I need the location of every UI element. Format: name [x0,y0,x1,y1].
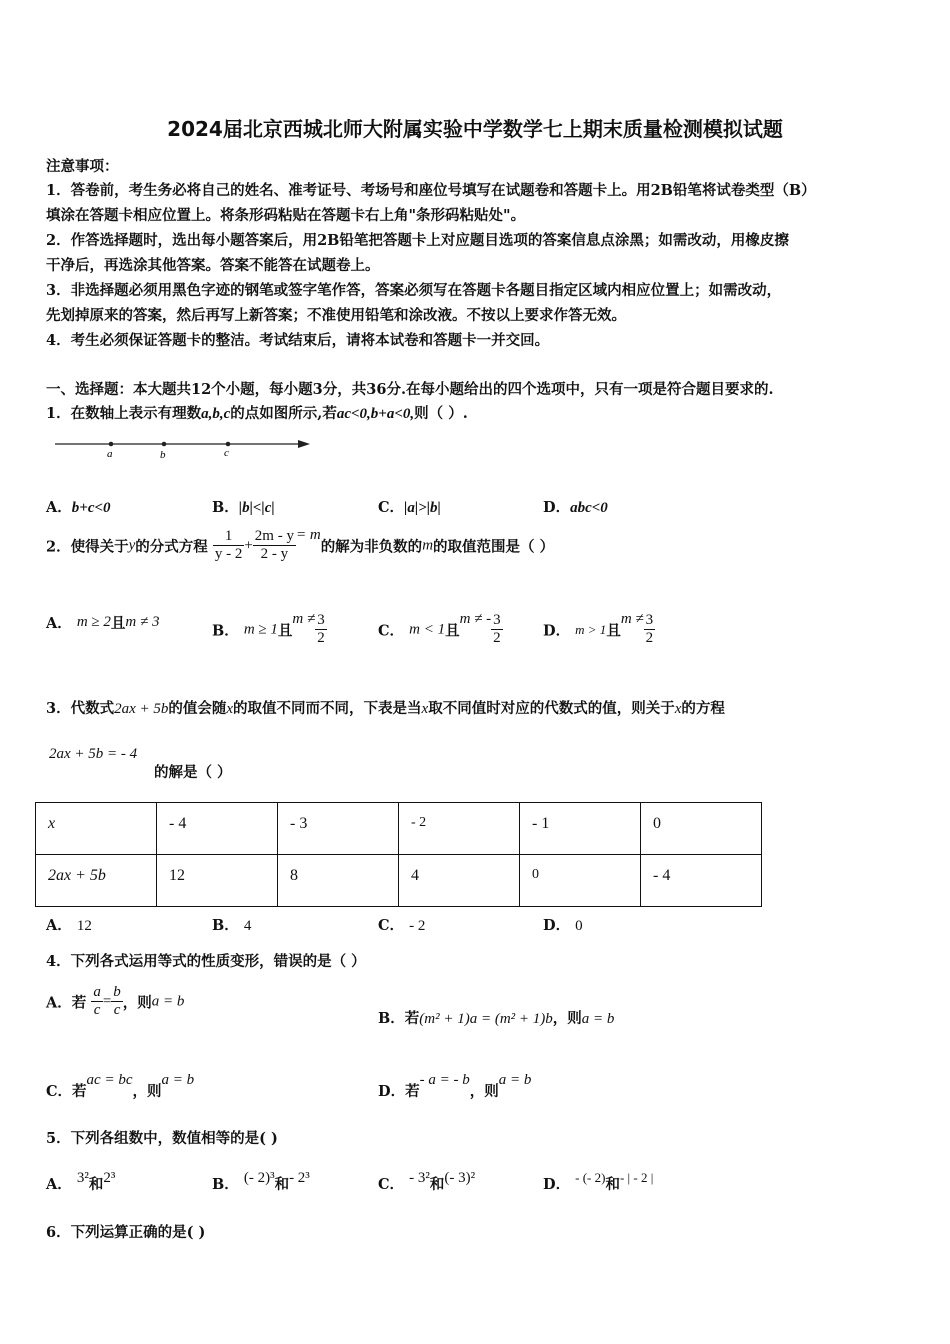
notice-line: 2．作答选择题时，选出每小题答案后，用2B铅笔把答题卡上对应题目选项的答案信息点涂黑；如需改动，用橡皮擦 [46,232,789,249]
q1-option-a: A．b+c<0 [46,499,111,516]
q5-option-d: D． - (- 2)和- | - 2 | [543,1170,654,1193]
notice-line: 干净后，再选涂其他答案。答案不能答在试题卷上。 [46,257,380,274]
notice-line: 3．非选择题必须用黑色字迹的钢笔或签字笔作答，答案必须写在答题卡各题目指定区域内相应位置上；如需改动， [46,282,782,299]
table-cell: - 3 [278,803,399,855]
table-cell: 8 [278,855,399,907]
q4-option-a: A．若 $\frac{a}{c}$ = $\frac{b}{c}$ ，则a = b [46,984,185,1019]
table-cell: 12 [157,855,278,907]
q5-option-c: C． - 3²和(- 3)² [378,1170,476,1193]
table-cell: - 1 [520,803,641,855]
arrow-icon [298,440,310,448]
q3-stem-tail: 的解是（ ） [154,764,232,781]
q1-option-d: D．abc<0 [543,499,608,516]
q2-option-a: A． m ≥ 2且m ≠ 3 [46,614,160,632]
q3-option-b: B． 4 [212,917,252,934]
number-line [50,436,320,462]
table-cell: 0 [641,803,762,855]
notice-line: 填涂在答题卡相应位置上。将条形码粘贴在答题卡右上角"条形码粘贴处"。 [46,207,526,224]
q5-option-b: B． (- 2)³和- 2³ [212,1170,310,1193]
table-cell: - 4 [157,803,278,855]
question-4-stem: 4．下列各式运用等式的性质变形，错误的是（ ） [46,953,366,970]
point-c-label: c [224,447,229,459]
table-cell: x [36,803,157,855]
question-1-stem: 1．在数轴上表示有理数a,b,c的点如图所示,若ac<0,b+a<0,则（ ）. [46,405,468,422]
q3-option-a: A． 12 [46,917,92,934]
fraction-2: $\frac{2m - y}{2 - y}$ [254,528,294,563]
point-a-label: a [107,448,113,460]
q3-option-d: D． 0 [543,917,583,934]
notice-line: 先划掉原来的答案，然后再写上新答案；不准使用铅笔和涂改液。不按以上要求作答无效。 [46,307,626,324]
notice-line: 4．考生必须保证答题卡的整洁。考试结束后，请将本试卷和答题卡一并交回。 [46,332,550,349]
table-cell: - 4 [641,855,762,907]
q1-option-b: B．|b|<|c| [212,499,275,516]
question-2-stem: 2．使得关于y的分式方程 $\frac{1}{y - 2}$ + $\frac{2m - y}{2 - y}$ = m的解为非负数的m的取值范围是（ ） [46,527,555,563]
q3-equation: 2ax + 5b = - 4 [49,746,138,762]
notice-heading: 注意事项： [46,158,119,175]
value-table [35,802,762,907]
table-cell: 0 [520,855,641,907]
question-6-stem: 6．下列运算正确的是( ) [46,1224,206,1241]
section-header: 一、选择题：本大题共12个小题，每小题3分，共36分.在每小题给出的四个选项中，只有一项是符合题目要求的. [46,381,774,398]
table-cell: - 2 [399,803,520,855]
q2-option-b: B． m ≥ 1且m ≠ $\frac{3}{2}$ [212,611,325,647]
fraction-1: $\frac{1}{y - 2}$ [214,528,243,563]
q4-option-b: B．若(m² + 1)a = (m² + 1)b，则a = b [378,1010,615,1027]
q3-option-c: C． - 2 [378,917,426,934]
table-row [36,855,762,907]
point-a [109,442,114,447]
q2-option-c: C． m < 1且m ≠ - $\frac{3}{2}$ [378,611,501,647]
question-3-stem: 3．代数式2ax + 5b的值会随x的取值不同而不同，下表是当x取不同值时对应的代数式的值，则关于x的方程 [46,700,725,717]
q1-option-c: C．|a|>|b| [378,499,441,516]
table-row [36,803,762,855]
q4-option-d: D．若- a = - b，则a = b [378,1072,532,1100]
point-c [226,442,231,447]
q2-option-d: D． m > 1且m ≠ $\frac{3}{2}$ [543,611,654,647]
page-title: 2024届北京西城北师大附属实验中学数学七上期末质量检测模拟试题 [167,117,783,141]
table-cell: 2ax + 5b [36,855,157,907]
q4-option-c: C．若ac = bc，则a = b [46,1072,195,1100]
table-cell: 4 [399,855,520,907]
question-5-stem: 5．下列各组数中，数值相等的是( ) [46,1130,278,1147]
point-b [162,442,167,447]
notice-line: 1．答卷前，考生务必将自己的姓名、准考证号、考场号和座位号填写在试题卷和答题卡上。用2B铅笔将试卷类型（B） [46,182,816,199]
q5-option-a: A． 3²和2³ [46,1170,116,1193]
point-b-label: b [160,449,166,461]
